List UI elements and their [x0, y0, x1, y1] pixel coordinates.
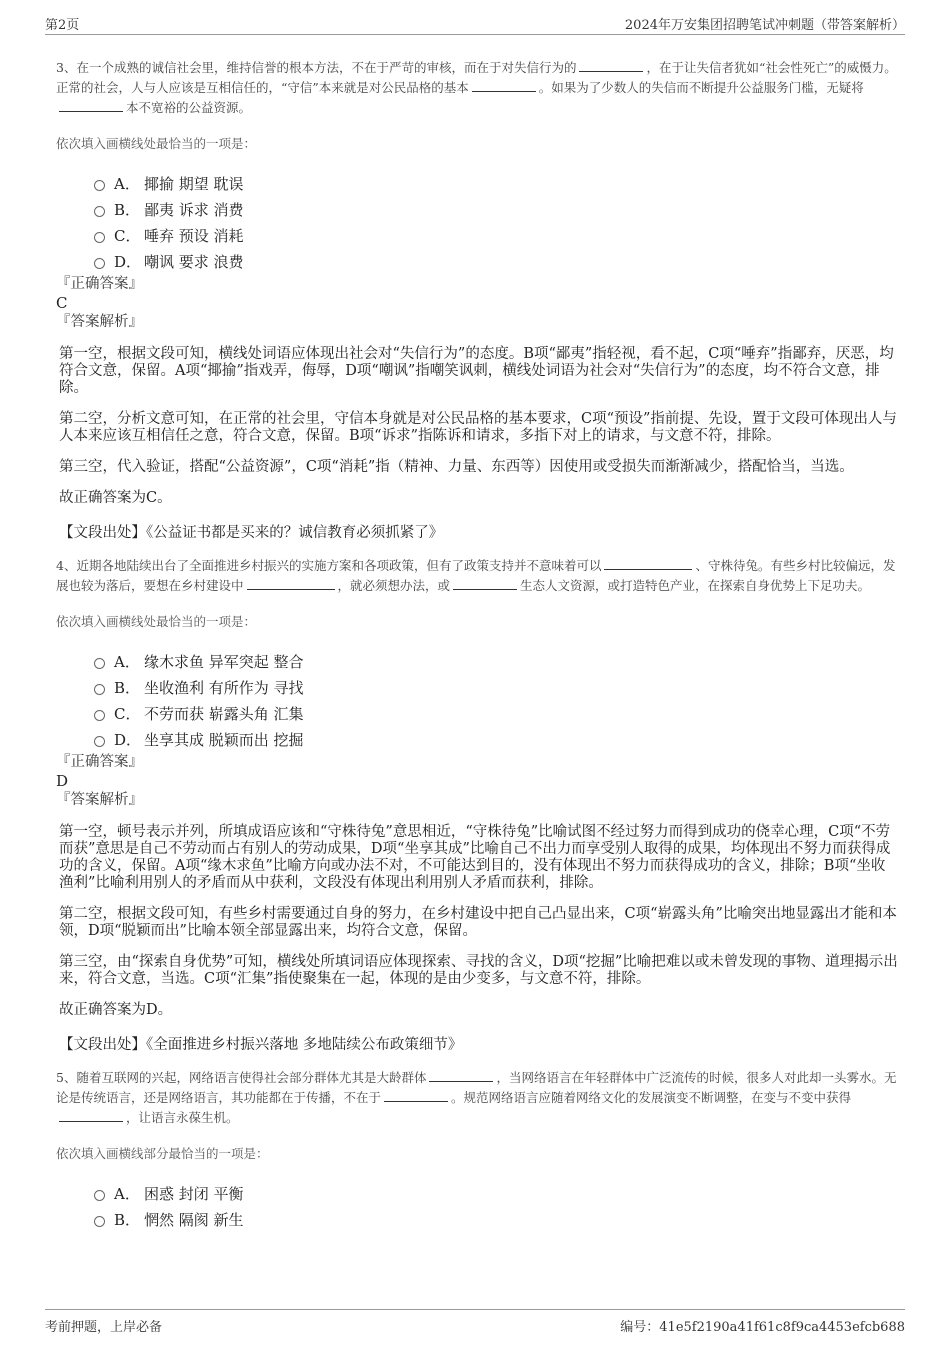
correct-answer: C — [56, 294, 68, 312]
correct-answer: D — [56, 772, 69, 790]
option-c[interactable]: C． 唾弃 预设 消耗 — [94, 222, 898, 248]
analysis-tag: 『答案解析』 — [56, 314, 143, 330]
fill-blank — [579, 59, 643, 72]
option-a[interactable]: A． 困惑 封闭 平衡 — [94, 1180, 898, 1206]
radio-icon[interactable] — [94, 710, 105, 721]
radio-icon[interactable] — [94, 1190, 105, 1201]
option-d[interactable]: D． 坐享其成 脱颖而出 挖掘 — [94, 726, 898, 752]
option-b[interactable]: B． 惘然 隔阂 新生 — [94, 1206, 898, 1232]
fill-blank — [59, 99, 123, 112]
source-citation: 【文段出处】《全面推进乡村振兴落地 多地陆续公布政策细节》 — [59, 1037, 463, 1053]
question-4-prompt: 依次填入画横线处最恰当的一项是： — [56, 614, 257, 629]
option-d[interactable]: D． 嘲讽 要求 浪费 — [94, 248, 898, 274]
radio-icon[interactable] — [94, 258, 105, 269]
question-3-options — [94, 170, 898, 274]
page-footer — [45, 1309, 905, 1336]
question-4 — [56, 556, 898, 1054]
radio-icon[interactable] — [94, 232, 105, 243]
option-a[interactable]: A． 缘木求鱼 异军突起 整合 — [94, 648, 898, 674]
radio-icon[interactable] — [94, 658, 105, 669]
radio-icon[interactable] — [94, 180, 105, 191]
question-5 — [56, 1068, 898, 1232]
answer-tag: 『正确答案』 — [56, 754, 143, 770]
footer-slogan: 考前押题，上岸必备 — [45, 1320, 163, 1335]
question-5-prompt: 依次填入画横线部分最恰当的一项是： — [56, 1146, 269, 1161]
option-a[interactable]: A． 揶揄 期望 耽误 — [94, 170, 898, 196]
fill-blank — [59, 1109, 123, 1122]
option-c[interactable]: C． 不劳而获 崭露头角 汇集 — [94, 700, 898, 726]
question-5-text: 5、随着互联网的兴起，网络语言使得社会部分群体尤其是大龄群体 ，当网络语言在年轻群体中广泛流传的时候，很多人对此却一头雾水。无论是传统语言，还是网络语言，其功能都在于传播，不在于 。规范网络语言应随着网络文化的发展演变不断调整，在变与不变中获得，让语言永葆生机。 — [56, 1070, 897, 1125]
page-header — [45, 10, 905, 35]
question-5-options — [94, 1180, 898, 1232]
radio-icon[interactable] — [94, 206, 105, 217]
page-number: 第2页 — [45, 18, 80, 33]
source-citation: 【文段出处】《公益证书都是买来的？诚信教育必须抓紧了》 — [59, 525, 444, 541]
question-4-options — [94, 648, 898, 752]
document-title: 2024年万安集团招聘笔试冲刺题（带答案解析） — [624, 18, 905, 33]
fill-blank — [604, 557, 692, 570]
radio-icon[interactable] — [94, 1216, 105, 1227]
radio-icon[interactable] — [94, 736, 105, 747]
fill-blank — [247, 577, 335, 590]
main-content — [56, 58, 898, 1232]
analysis-paragraph: 第三空，由“探索自身优势”可知，横线处所填词语应体现探索、寻找的含义，D项“挖掘”比喻把难以或未曾发现的事物、道理揭示出来，符合文意，当选。C项“汇集”指使聚集在一起，体现的是由少变多，与文意不符，排除。 — [59, 954, 898, 987]
analysis-paragraph: 第三空，代入验证，搭配“公益资源”，C项“消耗”指（精神、力量、东西等）因使用或受损失而渐渐减少，搭配恰当，当选。 — [59, 459, 854, 475]
analysis-paragraph: 第二空，根据文段可知，有些乡村需要通过自身的努力，在乡村建设中把自己凸显出来，C项“崭露头角”比喻突出地显露出才能和本领，D项“脱颖而出”比喻本领全部显露出来，均符合文意，保留。 — [59, 906, 897, 939]
option-b[interactable]: B． 坐收渔利 有所作为 寻找 — [94, 674, 898, 700]
question-3-prompt: 依次填入画横线处最恰当的一项是： — [56, 136, 257, 151]
analysis-conclusion: 故正确答案为C。 — [59, 490, 172, 506]
question-3 — [56, 58, 898, 542]
option-b[interactable]: B． 鄙夷 诉求 消费 — [94, 196, 898, 222]
analysis-paragraph: 第一空，顿号表示并列，所填成语应该和“守株待兔”意思相近，“守株待兔”比喻试图不经过努力而得到成功的侥幸心理，C项“不劳而获”意思是自己不劳动而占有别人的劳动成果，D项“坐享其成”比喻自己不出力而享受别人取得的成果，均体现出不努力而获得成功的含义，保留。A项“缘木求鱼”比喻方向或办法不对，不可能达到目的，没有体现出不努力而获得成功的含义，排除；B项“坐收渔利”比喻利用别人的矛盾而从中获利，文段没有体现出利用别人矛盾而获利，排除。 — [59, 824, 891, 891]
fill-blank — [429, 1069, 493, 1082]
analysis-paragraph: 第二空，分析文意可知，在正常的社会里，守信本身就是对公民品格的基本要求，C项“预设”指前提、先设，置于文段可体现出人与人本来应该互相信任之意，符合文意，保留。B项“诉求”指陈诉和请求，多指下对上的请求，与文意不符，排除。 — [59, 411, 897, 444]
analysis-conclusion: 故正确答案为D。 — [59, 1002, 173, 1018]
analysis-tag: 『答案解析』 — [56, 792, 143, 808]
question-3-text: 3、在一个成熟的诚信社会里，维持信誉的根本方法，不在于严苛的审核，而在于对失信行为的 ，在于让失信者犹如“社会性死亡”的威慑力。正常的社会，人与人应该是互相信任的，“守信”本来就是对公民品格的基本 。如果为了少数人的失信而不断提升公益服务门槛，无疑将本不宽裕的公益资源。 — [56, 60, 897, 115]
answer-tag: 『正确答案』 — [56, 276, 143, 292]
question-4-text: 4、近期各地陆续出台了全面推进乡村振兴的实施方案和各项政策，但有了政策支持并不意味着可以 、守株待兔。有些乡村比较偏远，发展也较为落后，要想在乡村建设中 ，就必须想办法，或 生态人文资源，或打造特色产业，在探索自身优势上下足功夫。 — [56, 558, 896, 593]
radio-icon[interactable] — [94, 684, 105, 695]
fill-blank — [453, 577, 517, 590]
fill-blank — [472, 79, 536, 92]
analysis-paragraph: 第一空，根据文段可知，横线处词语应体现出社会对“失信行为”的态度。B项“鄙夷”指轻视，看不起，C项“唾弃”指鄙弃，厌恶，均符合文意，保留。A项“揶揄”指戏弄，侮辱，D项“嘲讽”指嘲笑讽刺，横线处词语为社会对“失信行为”的态度，均不符合文意，排除。 — [59, 346, 894, 396]
fill-blank — [384, 1089, 448, 1102]
document-id: 编号：41e5f2190a41f61c8f9ca4453efcb688 — [620, 1320, 905, 1335]
